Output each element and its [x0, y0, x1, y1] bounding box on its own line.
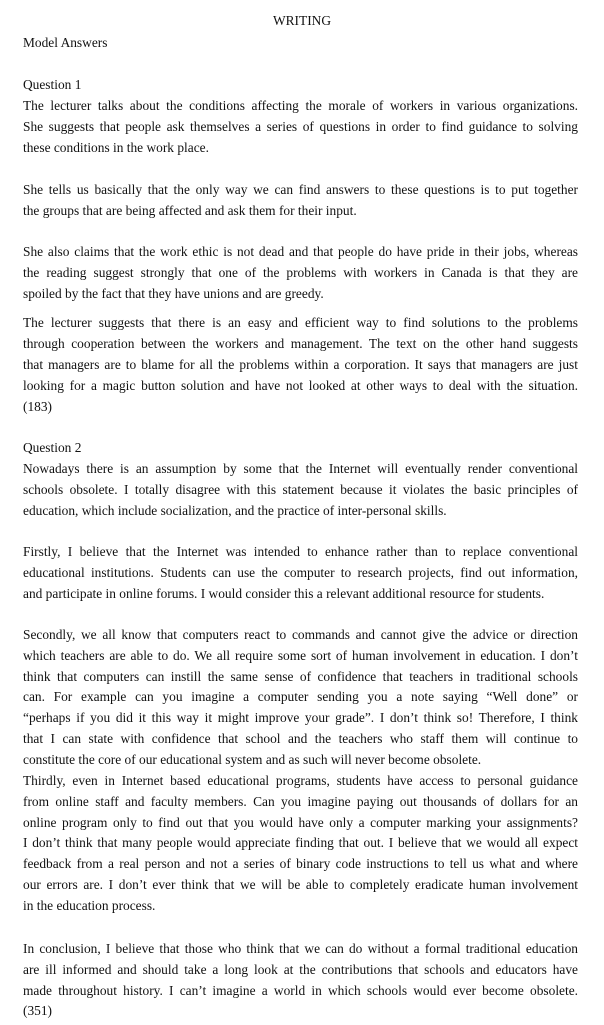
text-line: educational institutions. Students can use the computer to research projects, find out information, — [23, 565, 578, 580]
text-line: looking for a magic button solution and have not looked at other ways to deal with the situation. — [23, 378, 578, 393]
text-line: that managers are to blame for all the problems within a corporation. It says that managers are just — [23, 357, 578, 372]
text-line: spoiled by the fact that they have unions and are greedy. — [23, 286, 324, 301]
text-line: She also claims that the work ethic is not dead and that people do have pride in their jobs, whereas — [23, 244, 578, 259]
text-line: “perhaps if you did it this way it might improve your grade”. I don’t think so! Therefore, I think — [23, 710, 578, 726]
text-line: In conclusion, I believe that those who think that we can do without a formal traditional education — [23, 941, 578, 956]
text-line: I don’t think that many people would appreciate finding that out. I believe that we would all expect — [23, 835, 578, 851]
text-line: Question 1 — [23, 77, 82, 92]
text-line: can. For example can you imagine a computer sending you a note saying “Well done” or — [23, 689, 578, 705]
text-line: Secondly, we all know that computers react to commands and cannot give the advice or direction — [23, 627, 578, 642]
document-title: WRITING — [272, 13, 331, 28]
text-line: are ill informed and should take a long look at the contributions that schools and educators have — [23, 961, 578, 977]
text-line: the groups that are being affected and ask them for their input. — [23, 203, 357, 218]
text-line: think that computers can instill the same sense of confidence that teachers in traditional schools — [23, 668, 578, 684]
text-line: feedback from a real person and not a series of binary code instructions to tell us what and where — [23, 856, 578, 872]
text-line: online program only to find out that you would have only a computer marking your assignments? — [23, 814, 578, 830]
text-line: She suggests that people ask themselves a series of questions in order to find guidance to solving — [23, 119, 578, 134]
text-line: Question 2 — [23, 440, 82, 455]
text-line: The lecturer suggests that there is an easy and efficient way to find solutions to the problems — [23, 315, 578, 330]
text-line: (183) — [23, 399, 53, 414]
text-line: in the education process. — [23, 897, 156, 913]
text-line: She tells us basically that the only way we can find answers to these questions is to put together — [23, 182, 578, 197]
text-line: The lecturer talks about the conditions affecting the morale of workers in various organizations. — [23, 98, 578, 113]
text-line: that I can state with confidence that school and the teachers who staff them will continue to — [23, 731, 578, 746]
text-line: the reading suggest strongly that one of the problems with workers in Canada is that they are — [23, 265, 578, 280]
text-line: Thirdly, even in Internet based educational programs, students have access to personal guidance — [23, 773, 578, 788]
text-line: Nowadays there is an assumption by some that the Internet will eventually render conventional — [23, 461, 578, 476]
text-line: and participate in online forums. I would consider this a relevant additional resource for students. — [23, 586, 545, 601]
text-line: education, which include socialization, and the practice of inter-personal skills. — [23, 503, 447, 518]
text-line: from online staff and faculty members. Can you imagine paying out thousands of dollars for an — [23, 793, 578, 809]
text-line: constitute the core of our educational system and as such will never become obsolete. — [23, 751, 482, 767]
text-line: our errors are. I don’t ever think that we will be able to completely eradicate human involvement — [23, 877, 578, 892]
text-line: schools obsolete. I totally disagree with this statement because it violates the basic principles of — [23, 482, 578, 497]
text-line: through cooperation between the workers and management. The text on the other hand suggests — [23, 336, 578, 351]
text-line: which teachers are able to do. We all require some sort of human involvement in education. I don’t — [23, 647, 578, 663]
text-line: these conditions in the work place. — [23, 140, 209, 155]
text-line: Firstly, I believe that the Internet was intended to enhance rather than to replace conventional — [23, 544, 578, 559]
text-line: made throughout history. I can’t imagine a world in which schools would ever become obsolete. — [23, 982, 578, 998]
text-line: (351) — [23, 1003, 53, 1019]
subtitle: Model Answers — [23, 35, 108, 50]
